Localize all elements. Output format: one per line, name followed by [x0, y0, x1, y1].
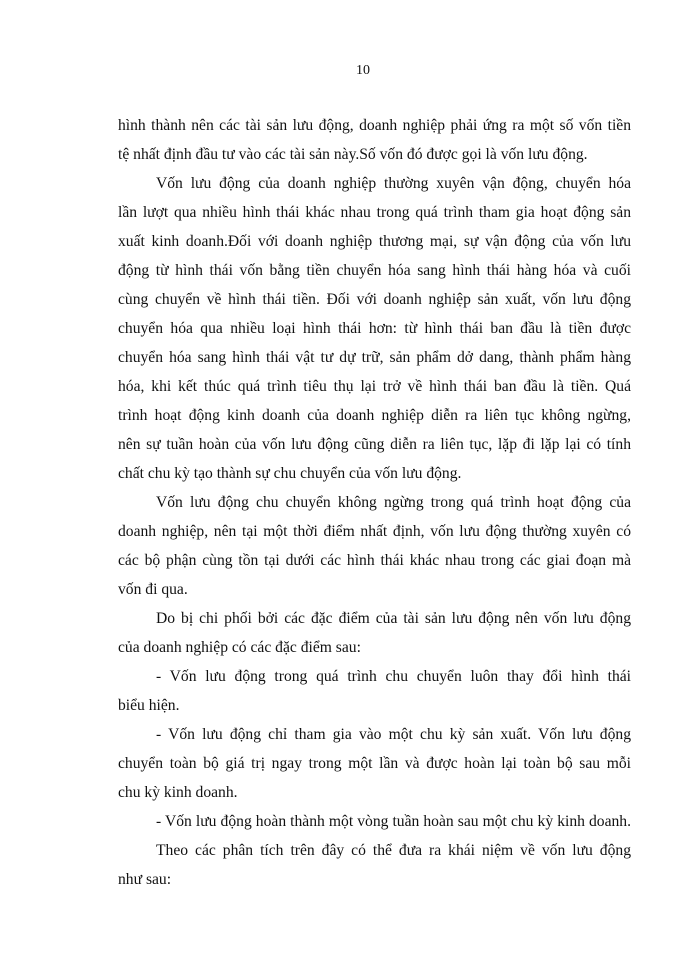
text-line: - Vốn lưu động hoàn thành một vòng tuần hoàn sau một chu kỳ kinh doanh. [156, 813, 631, 830]
text-line: của doanh nghiệp có các đặc điểm sau: [118, 639, 361, 656]
text-line: cùng chuyển về hình thái tiền. Đối với doanh nghiệp sản xuất, vốn lưu động [118, 291, 631, 308]
text-line: chất chu kỳ tạo thành sự chu chuyển của vốn lưu động. [118, 465, 462, 482]
text-line: Vốn lưu động của doanh nghiệp thường xuyên vận động, chuyển hóa [156, 175, 631, 192]
text-line: chuyển hóa qua nhiều loại hình thái hơn: từ hình thái ban đầu là tiền được [118, 320, 631, 337]
text-line: lần lượt qua nhiều hình thái khác nhau trong quá trình tham gia hoạt động sản [118, 204, 631, 221]
text-line: Vốn lưu động chu chuyển không ngừng trong quá trình hoạt động của [156, 494, 631, 511]
text-line: hóa, khi kết thúc quá trình tiêu thụ lại trở về hình thái ban đầu là tiền. Quá [118, 378, 631, 395]
text-line: chuyển hóa sang hình thái vật tư dự trữ, sản phẩm dở dang, thành phẩm hàng [118, 349, 631, 366]
text-line: hình thành nên các tài sản lưu động, doanh nghiệp phải ứng ra một số vốn tiền [118, 117, 631, 134]
text-line: Theo các phân tích trên đây có thể đưa ra khái niệm về vốn lưu động [156, 842, 631, 859]
paragraph-continuation [118, 111, 631, 169]
bullet-item-single-cycle [118, 720, 631, 807]
text-line: nên sự tuần hoàn của vốn lưu động cũng diễn ra liên tục, lặp đi lặp lại có tính [118, 436, 631, 453]
text-line: biểu hiện. [118, 697, 180, 714]
paragraph-continuous-turnover [118, 488, 631, 604]
text-line: - Vốn lưu động trong quá trình chu chuyển luôn thay đổi hình thái [156, 668, 631, 685]
bullet-item-form-change [118, 662, 631, 720]
text-line: như sau: [118, 871, 172, 888]
text-line: chuyển toàn bộ giá trị ngay trong một lần và được hoàn lại toàn bộ sau mỗi [118, 755, 631, 772]
text-line: các bộ phận cùng tồn tại dưới các hình thái khác nhau trong các giai đoạn mà [118, 552, 631, 569]
text-line: Do bị chi phối bởi các đặc điểm của tài sản lưu động nên vốn lưu động [156, 610, 631, 627]
text-line: chu kỳ kinh doanh. [118, 784, 238, 801]
text-line: xuất kinh doanh.Đối với doanh nghiệp thương mại, sự vận động của vốn lưu [118, 233, 631, 250]
text-line: động từ hình thái vốn bằng tiền chuyển hóa sang hình thái hàng hóa và cuối [118, 262, 631, 279]
text-line: tệ nhất định đầu tư vào các tài sản này.Số vốn đó được gọi là vốn lưu động. [118, 146, 588, 163]
paragraph-characteristics-intro [118, 604, 631, 662]
text-line: vốn đi qua. [118, 581, 188, 598]
paragraph-circulation [118, 169, 631, 488]
text-line: trình hoạt động kinh doanh của doanh nghiệp diễn ra liên tục không ngừng, [118, 407, 631, 424]
body-text [118, 111, 631, 894]
paragraph-concept-intro [118, 836, 631, 894]
text-line: doanh nghiệp, nên tại một thời điểm nhất định, vốn lưu động thường xuyên có [118, 523, 631, 540]
bullet-item-full-circulation [118, 807, 631, 836]
text-line: - Vốn lưu động chỉ tham gia vào một chu kỳ sản xuất. Vốn lưu động [156, 726, 631, 743]
page-number: 10 [356, 63, 370, 78]
